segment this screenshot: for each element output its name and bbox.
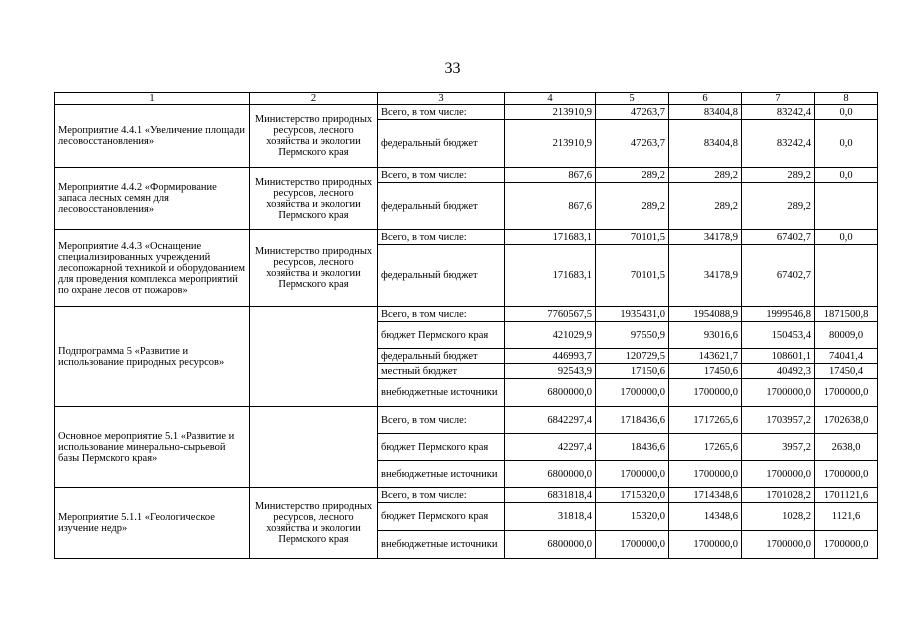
value-cell: 42297,4: [505, 434, 596, 461]
table-row: [55, 307, 878, 322]
funding-source: Всего, в том числе:: [378, 230, 505, 245]
value-cell: 1121,6: [815, 503, 878, 531]
value-cell: 1700000,0: [669, 379, 742, 407]
value-cell: 15320,0: [596, 503, 669, 531]
value-cell: 2638,0: [815, 434, 878, 461]
value-cell: 7760567,5: [505, 307, 596, 322]
value-cell: 17450,4: [815, 364, 878, 379]
value-cell: 213910,9: [505, 105, 596, 120]
value-cell: 1700000,0: [742, 379, 815, 407]
table-row: [55, 105, 878, 120]
value-cell: 1701121,6: [815, 488, 878, 503]
value-cell: 289,2: [742, 183, 815, 230]
value-cell: 867,6: [505, 183, 596, 230]
value-cell: 171683,1: [505, 230, 596, 245]
responsible-executor: Министерство природных ресурсов, лесного хозяйства и экологии Пермского края: [250, 105, 378, 168]
col-header: 6: [669, 93, 742, 105]
value-cell: 289,2: [742, 168, 815, 183]
value-cell: 6842297,4: [505, 407, 596, 434]
value-cell: 34178,9: [669, 245, 742, 307]
value-cell: 1700000,0: [596, 379, 669, 407]
col-header: 5: [596, 93, 669, 105]
responsible-executor-empty: [250, 407, 378, 488]
event-name: Мероприятие 4.4.1 «Увеличение площади лесовосстановления»: [55, 105, 250, 168]
responsible-executor-empty: [250, 307, 378, 407]
value-cell: 143621,7: [669, 349, 742, 364]
col-header: 4: [505, 93, 596, 105]
funding-source: федеральный бюджет: [378, 245, 505, 307]
value-cell: 289,2: [669, 168, 742, 183]
value-cell: 1700000,0: [815, 461, 878, 488]
value-cell: 867,6: [505, 168, 596, 183]
value-cell: 93016,6: [669, 322, 742, 349]
value-cell: 0,0: [815, 230, 878, 245]
page-number: 33: [444, 60, 461, 77]
value-cell: 17265,6: [669, 434, 742, 461]
funding-source: внебюджетные источники: [378, 461, 505, 488]
value-cell: 213910,9: [505, 120, 596, 168]
event-name: Основное мероприятие 5.1 «Развитие и использование минерально-сырьевой базы Пермского края»: [55, 407, 250, 488]
value-cell: 1935431,0: [596, 307, 669, 322]
value-cell: 6800000,0: [505, 379, 596, 407]
value-cell: 6800000,0: [505, 531, 596, 559]
table-row: [55, 168, 878, 183]
value-cell: 47263,7: [596, 120, 669, 168]
value-cell: 92543,9: [505, 364, 596, 379]
value-cell: 6800000,0: [505, 461, 596, 488]
value-cell: 1715320,0: [596, 488, 669, 503]
value-cell: 1700000,0: [742, 531, 815, 559]
funding-source: Всего, в том числе:: [378, 105, 505, 120]
value-cell: 18436,6: [596, 434, 669, 461]
value-cell: 0,0: [815, 105, 878, 120]
value-cell: 80009,0: [815, 322, 878, 349]
value-cell: 446993,7: [505, 349, 596, 364]
funding-source: Всего, в том числе:: [378, 488, 505, 503]
value-cell: 1700000,0: [815, 531, 878, 559]
event-name: Мероприятие 4.4.3 «Оснащение специализированных учреждений лесопожарной техникой и оборудованием для проведения комплекса мероприятий по охране лесов от пожаров»: [55, 230, 250, 307]
value-cell: 34178,9: [669, 230, 742, 245]
value-cell: 40492,3: [742, 364, 815, 379]
value-cell: 17150,6: [596, 364, 669, 379]
funding-source: федеральный бюджет: [378, 183, 505, 230]
header-row: [55, 93, 878, 105]
value-cell: 67402,7: [742, 230, 815, 245]
responsible-executor: Министерство природных ресурсов, лесного хозяйства и экологии Пермского края: [250, 168, 378, 230]
funding-source: федеральный бюджет: [378, 349, 505, 364]
col-header: 8: [815, 93, 878, 105]
funding-source: бюджет Пермского края: [378, 322, 505, 349]
value-cell: 1700000,0: [669, 461, 742, 488]
funding-source: бюджет Пермского края: [378, 434, 505, 461]
value-cell: 14348,6: [669, 503, 742, 531]
funding-source: местный бюджет: [378, 364, 505, 379]
value-cell: 120729,5: [596, 349, 669, 364]
value-cell: 97550,9: [596, 322, 669, 349]
value-cell: 1701028,2: [742, 488, 815, 503]
event-name: Подпрограмма 5 «Развитие и использование природных ресурсов»: [55, 307, 250, 407]
value-cell: [815, 183, 878, 230]
funding-source: федеральный бюджет: [378, 120, 505, 168]
funding-source: бюджет Пермского края: [378, 503, 505, 531]
event-name: Мероприятие 5.1.1 «Геологическое изучение недр»: [55, 488, 250, 559]
value-cell: 0,0: [815, 168, 878, 183]
value-cell: 171683,1: [505, 245, 596, 307]
value-cell: 70101,5: [596, 245, 669, 307]
funding-source: Всего, в том числе:: [378, 168, 505, 183]
value-cell: 1700000,0: [815, 379, 878, 407]
value-cell: 0,0: [815, 120, 878, 168]
value-cell: 1954088,9: [669, 307, 742, 322]
value-cell: [815, 245, 878, 307]
value-cell: 1700000,0: [742, 461, 815, 488]
col-header: 1: [55, 93, 250, 105]
value-cell: 1718436,6: [596, 407, 669, 434]
responsible-executor: Министерство природных ресурсов, лесного хозяйства и экологии Пермского края: [250, 230, 378, 307]
value-cell: 1703957,2: [742, 407, 815, 434]
value-cell: 67402,7: [742, 245, 815, 307]
value-cell: 83242,4: [742, 120, 815, 168]
value-cell: 1871500,8: [815, 307, 878, 322]
value-cell: 1717265,6: [669, 407, 742, 434]
table-row: [55, 230, 878, 245]
value-cell: 1714348,6: [669, 488, 742, 503]
value-cell: 108601,1: [742, 349, 815, 364]
value-cell: 31818,4: [505, 503, 596, 531]
event-name: Мероприятие 4.4.2 «Формирование запаса лесных семян для лесовосстановления»: [55, 168, 250, 230]
funding-source: внебюджетные источники: [378, 379, 505, 407]
col-header: 3: [378, 93, 505, 105]
value-cell: 83404,8: [669, 105, 742, 120]
value-cell: 421029,9: [505, 322, 596, 349]
funding-source: Всего, в том числе:: [378, 407, 505, 434]
value-cell: 1700000,0: [669, 531, 742, 559]
value-cell: 83242,4: [742, 105, 815, 120]
value-cell: 6831818,4: [505, 488, 596, 503]
funding-source: Всего, в том числе:: [378, 307, 505, 322]
value-cell: 74041,4: [815, 349, 878, 364]
value-cell: 1700000,0: [596, 531, 669, 559]
budget-table: [54, 92, 878, 559]
responsible-executor: Министерство природных ресурсов, лесного хозяйства и экологии Пермского края: [250, 488, 378, 559]
value-cell: 17450,6: [669, 364, 742, 379]
value-cell: 1702638,0: [815, 407, 878, 434]
value-cell: 1999546,8: [742, 307, 815, 322]
value-cell: 289,2: [596, 168, 669, 183]
table-row: [55, 488, 878, 503]
value-cell: 1700000,0: [596, 461, 669, 488]
value-cell: 83404,8: [669, 120, 742, 168]
value-cell: 289,2: [596, 183, 669, 230]
value-cell: 1028,2: [742, 503, 815, 531]
value-cell: 150453,4: [742, 322, 815, 349]
value-cell: 289,2: [669, 183, 742, 230]
col-header: 7: [742, 93, 815, 105]
table-row: [55, 407, 878, 434]
funding-source: внебюджетные источники: [378, 531, 505, 559]
value-cell: 70101,5: [596, 230, 669, 245]
value-cell: 3957,2: [742, 434, 815, 461]
value-cell: 47263,7: [596, 105, 669, 120]
col-header: 2: [250, 93, 378, 105]
